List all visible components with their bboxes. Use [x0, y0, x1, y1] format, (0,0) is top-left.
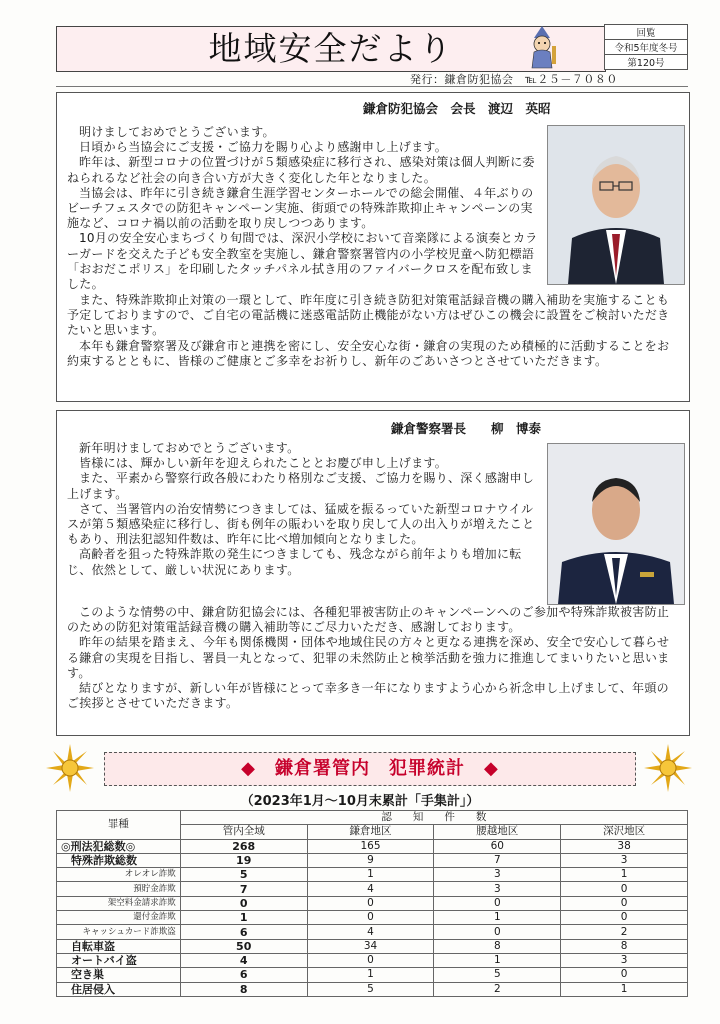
paragraph: 昨年の結果を踏まえ、今年も関係機関・団体や地域住民の方々と更なる連携を深め、安全で安心して暮らせる鎌倉の実現を目指し、署員一丸となって、犯罪の未然防止と検挙活動を強力に推進してまいりたいと思います。: [67, 635, 670, 680]
paragraph: 本年も鎌倉警察署及び鎌倉市と連携を密にし、安全安心な街・鎌倉の実現のため積極的に活動することをお約束するとともに、皆様のご健康とご多幸をお祈りし、新年のごあいさつとさせていただきます。: [67, 338, 670, 368]
circulation-label: 回覧: [605, 25, 688, 40]
paragraph: また、特殊詐欺抑止対策の一環として、昨年度に引き続き防犯対策電話録音機の購入補助を実施することも予定しておりますので、ご自宅の電話機に迷惑電話防止機能がない方はぜひこの機会に設置をご検討いただきたいと思います。: [67, 293, 670, 338]
paragraph: 日頃から当協会にご支援・ご協力を賜り心より感謝申し上げます。: [79, 140, 448, 155]
crime-type-label: 架空料金請求詐欺: [57, 896, 181, 910]
count-cell: 0: [561, 882, 688, 896]
crime-stats-banner: [104, 752, 636, 786]
paragraph: 皆様には、輝かしい新年を迎えられたこととお慶び申し上げます。: [79, 456, 448, 471]
table-row: [57, 982, 688, 996]
count-cell: 3: [561, 853, 688, 867]
count-cell: 0: [561, 896, 688, 910]
paragraph: さて、当署管内の治安情勢につきましては、猛威を振るっていた新型コロナウイルスが第５類感染症に移行し、街も例年の賑わいを取り戻して人の出入りが増えたこともあり、刑法犯認知件数は、昨年に比べ増加傾向となりました。: [67, 501, 535, 547]
table-row: [57, 853, 688, 867]
count-cell: 6: [180, 968, 307, 982]
header-crime-type: 罪種: [57, 811, 181, 840]
police-message-box: [56, 410, 690, 736]
count-cell: 34: [307, 939, 434, 953]
count-cell: 8: [434, 939, 561, 953]
count-cell: 7: [434, 853, 561, 867]
count-cell: 1: [180, 911, 307, 925]
crime-type-label: 特殊詐欺総数: [57, 853, 181, 867]
medal-left-icon: [46, 744, 94, 792]
medal-right-icon: [644, 744, 692, 792]
table-row: [57, 896, 688, 910]
count-cell: 0: [434, 925, 561, 939]
count-cell: 0: [307, 953, 434, 967]
crime-type-label: オートバイ盗: [57, 953, 181, 967]
count-cell: 38: [561, 839, 688, 853]
issue-number: 第120号: [605, 55, 688, 70]
count-cell: 3: [434, 868, 561, 882]
table-row: [57, 953, 688, 967]
table-row: [57, 911, 688, 925]
count-cell: 0: [434, 896, 561, 910]
crime-type-label: 空き巣: [57, 968, 181, 982]
count-cell: 2: [434, 982, 561, 996]
table-row: [57, 882, 688, 896]
count-cell: 0: [307, 911, 434, 925]
police-message-part1: [67, 441, 541, 578]
chairman-message-part2: [67, 293, 679, 369]
season-label: 令和5年度冬号: [605, 40, 688, 55]
crime-type-label: 還付金詐欺: [57, 911, 181, 925]
paragraph: 10月の安全安心まちづくり旬間では、深沢小学校において音楽隊による演奏とカラーガードを交えた子ども安全教室を実施し、鎌倉警察署管内の小学校児童へ防犯標語「おおだこポリス」を印刷したタッチパネル拭き用のファイバークロスを配布致しました。: [67, 231, 538, 292]
publisher-line: 発行：鎌倉防犯協会 ℡２５－７０８０: [410, 73, 618, 86]
crime-type-label: ◎刑法犯総数◎: [57, 839, 181, 853]
count-cell: 0: [561, 968, 688, 982]
count-cell: 1: [434, 953, 561, 967]
count-cell: 60: [434, 839, 561, 853]
table-row: [57, 968, 688, 982]
count-cell: 5: [434, 968, 561, 982]
count-cell: 5: [307, 982, 434, 996]
chairman-photo: [547, 125, 685, 285]
crime-type-label: 自転車盗: [57, 939, 181, 953]
count-cell: 3: [561, 953, 688, 967]
table-row: [57, 939, 688, 953]
count-cell: 4: [307, 925, 434, 939]
column-header: 鎌倉地区: [307, 825, 434, 839]
count-cell: 1: [561, 982, 688, 996]
count-cell: 4: [307, 882, 434, 896]
crime-type-label: 預貯金詐欺: [57, 882, 181, 896]
table-row: [57, 839, 688, 853]
count-cell: 1: [561, 868, 688, 882]
police-chief-photo: [547, 443, 685, 605]
divider: [56, 86, 688, 87]
paragraph: 新年明けましておめでとうございます。: [79, 441, 300, 455]
police-message-part2: [67, 605, 679, 711]
count-cell: 4: [180, 953, 307, 967]
count-cell: 7: [180, 882, 307, 896]
mascot-right-icon: [522, 24, 562, 72]
column-header: 深沢地区: [561, 825, 688, 839]
chairman-message-part1: [67, 125, 539, 292]
paragraph: 当協会は、昨年に引き続き鎌倉生涯学習センターホールでの総会開催、４年ぶりのビーチフェスタでの防犯キャンペーン実施、街頭での特殊詐欺抑止キャンペーンの実施など、コロナ禍以前の活動を取り戻しつつあります。: [67, 185, 534, 231]
count-cell: 19: [180, 853, 307, 867]
table-row: [57, 868, 688, 882]
count-cell: 1: [307, 868, 434, 882]
crime-stats-table: [56, 810, 688, 997]
chairman-author: 鎌倉防犯協会 会長 渡辺 英昭: [363, 101, 551, 116]
crime-stats-title: ◆ 鎌倉署管内 犯罪統計 ◆: [241, 758, 499, 779]
crime-type-label: キャッシュカード詐欺盗: [57, 925, 181, 939]
table-row: [57, 925, 688, 939]
count-cell: 5: [180, 868, 307, 882]
paragraph: 高齢者を狙った特殊詐欺の発生につきましても、残念ながら前年よりも増加に転じ、依然として、厳しい状況にあります。: [67, 547, 522, 577]
paragraph: このような情勢の中、鎌倉防犯協会には、各種犯罪被害防止のキャンペーンへのご参加や特殊詐欺被害防止のための防犯対策電話録音機の購入補助等にご尽力いただき、感謝しております。: [67, 605, 670, 635]
count-cell: 3: [434, 882, 561, 896]
crime-type-label: オレオレ詐欺: [57, 868, 181, 882]
count-cell: 268: [180, 839, 307, 853]
count-cell: 9: [307, 853, 434, 867]
count-cell: 2: [561, 925, 688, 939]
stats-period: （2023年1月～10月末累計「手集計」）: [240, 794, 480, 809]
header-count: 認 知 件 数: [180, 811, 687, 825]
count-cell: 0: [561, 911, 688, 925]
column-header: 管内全域: [180, 825, 307, 839]
paragraph: 明けましておめでとうございます。: [79, 125, 275, 139]
column-header: 腰越地区: [434, 825, 561, 839]
count-cell: 1: [307, 968, 434, 982]
paragraph: 結びとなりますが、新しい年が皆様にとって幸多き一年になりますよう心から祈念申し上げまして、年頭のご挨拶とさせていただきます。: [67, 681, 669, 711]
count-cell: 0: [307, 896, 434, 910]
page-title: 地域安全だより: [208, 29, 454, 68]
count-cell: 50: [180, 939, 307, 953]
crime-type-label: 住居侵入: [57, 982, 181, 996]
count-cell: 8: [180, 982, 307, 996]
police-author: 鎌倉警察署長 柳 博泰: [391, 421, 542, 436]
count-cell: 6: [180, 925, 307, 939]
paragraph: 昨年は、新型コロナの位置づけが５類感染症に移行され、感染対策は個人判断に委ねられるなど社会の向き合い方が大きく変化した年となりました。: [67, 155, 535, 185]
paragraph: また、平素から警察行政各般にわたり格別なご支援、ご協力を賜り、深く感謝申し上げます。: [67, 471, 535, 501]
count-cell: 0: [180, 896, 307, 910]
count-cell: 165: [307, 839, 434, 853]
issue-info: [604, 24, 688, 70]
count-cell: 8: [561, 939, 688, 953]
chairman-message-box: [56, 92, 690, 402]
count-cell: 1: [434, 911, 561, 925]
